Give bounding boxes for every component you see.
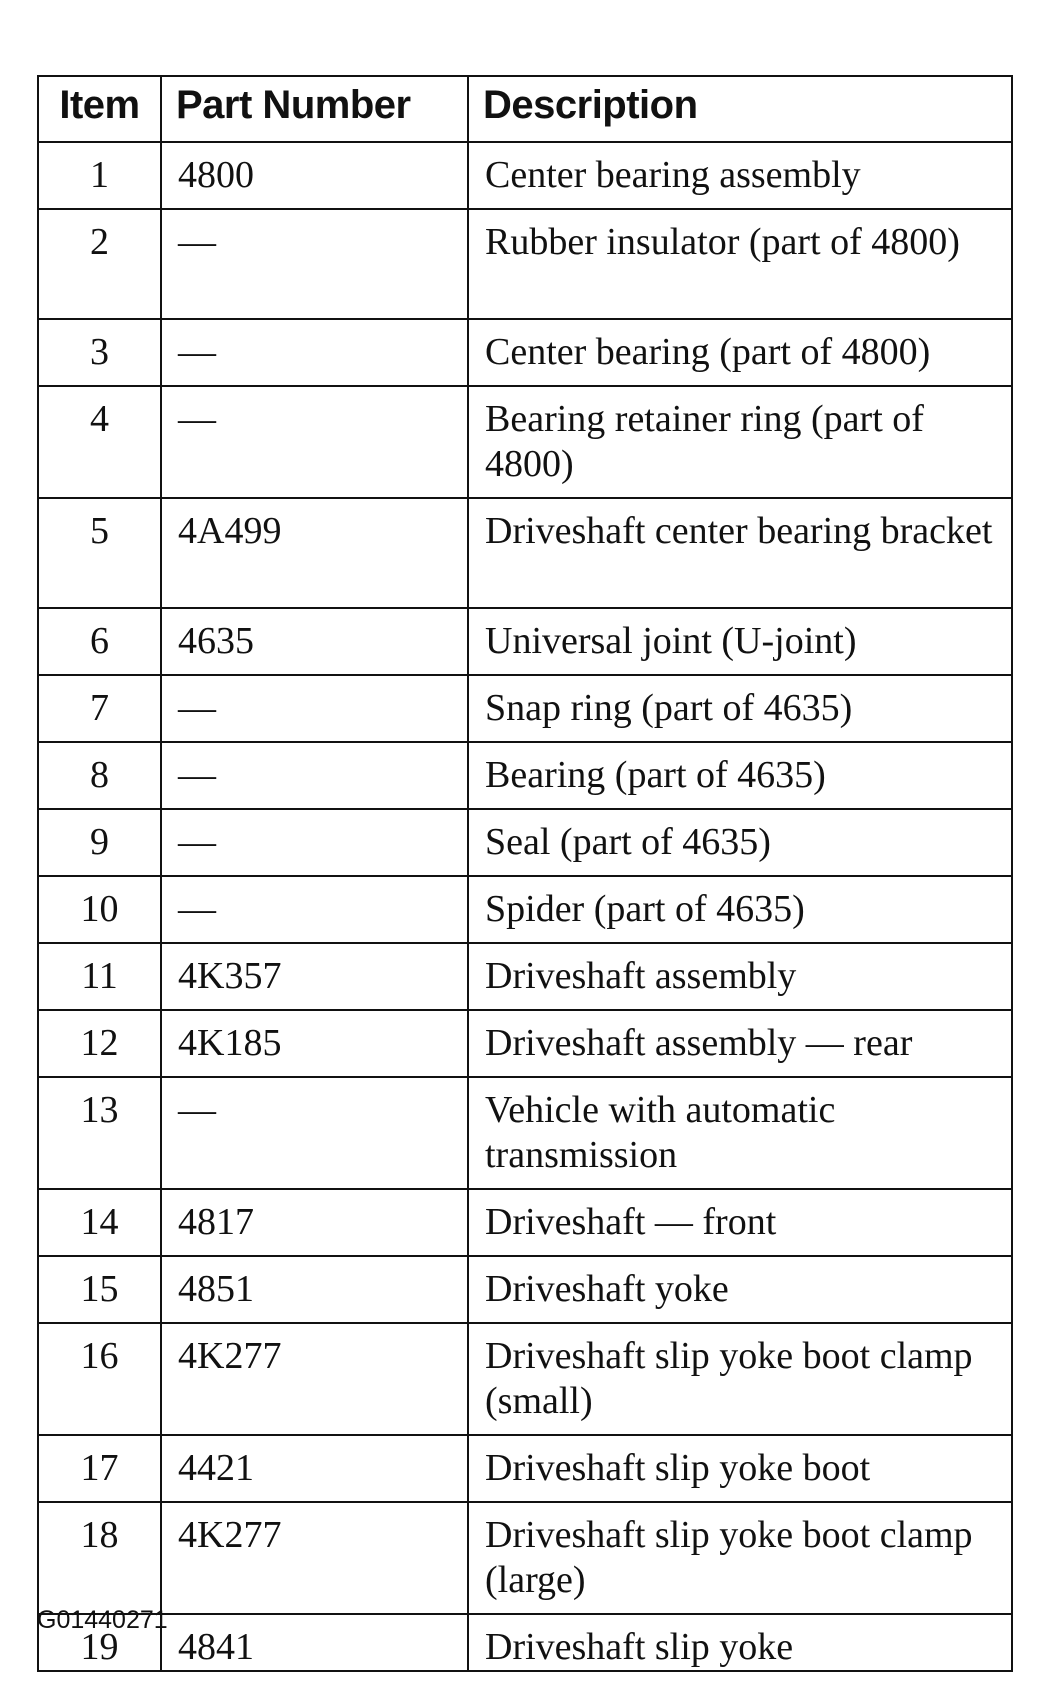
description-cell: Rubber insulator (part of 4800) <box>468 209 1012 319</box>
table-row <box>38 608 1012 675</box>
item-cell: 15 <box>38 1256 161 1323</box>
table-row <box>38 675 1012 742</box>
part-number-cell: — <box>161 386 468 498</box>
part-number-cell: — <box>161 809 468 876</box>
table-row <box>38 319 1012 386</box>
part-number-cell: 4A499 <box>161 498 468 608</box>
part-number-cell: 4800 <box>161 142 468 209</box>
item-cell: 6 <box>38 608 161 675</box>
description-cell: Bearing (part of 4635) <box>468 742 1012 809</box>
table-row <box>38 209 1012 319</box>
description-cell: Driveshaft slip yoke boot clamp (large) <box>468 1502 1012 1614</box>
description-cell: Seal (part of 4635) <box>468 809 1012 876</box>
item-cell: 4 <box>38 386 161 498</box>
item-cell: 19 <box>38 1614 161 1671</box>
item-cell: 9 <box>38 809 161 876</box>
part-number-cell: — <box>161 675 468 742</box>
description-cell: Universal joint (U-joint) <box>468 608 1012 675</box>
part-number-cell: — <box>161 319 468 386</box>
table-row <box>38 1502 1012 1614</box>
part-number-cell: 4K277 <box>161 1502 468 1614</box>
header-part-number: Part Number <box>161 76 468 142</box>
parts-table-container <box>37 75 1011 1672</box>
part-number-cell: 4851 <box>161 1256 468 1323</box>
item-cell: 2 <box>38 209 161 319</box>
part-number-cell: 4635 <box>161 608 468 675</box>
description-cell: Driveshaft assembly <box>468 943 1012 1010</box>
description-cell: Driveshaft center bearing bracket <box>468 498 1012 608</box>
part-number-cell: 4421 <box>161 1435 468 1502</box>
item-cell: 14 <box>38 1189 161 1256</box>
table-row <box>38 142 1012 209</box>
part-number-cell: 4K357 <box>161 943 468 1010</box>
description-cell: Snap ring (part of 4635) <box>468 675 1012 742</box>
table-row <box>38 1256 1012 1323</box>
item-cell: 17 <box>38 1435 161 1502</box>
item-cell: 1 <box>38 142 161 209</box>
description-cell: Center bearing (part of 4800) <box>468 319 1012 386</box>
table-header-row <box>38 76 1012 142</box>
description-cell: Vehicle with automatic transmission <box>468 1077 1012 1189</box>
item-cell: 16 <box>38 1323 161 1435</box>
table-row <box>38 742 1012 809</box>
item-cell: 13 <box>38 1077 161 1189</box>
item-cell: 18 <box>38 1502 161 1614</box>
item-cell: 10 <box>38 876 161 943</box>
part-number-cell: 4K185 <box>161 1010 468 1077</box>
table-row <box>38 1323 1012 1435</box>
description-cell: Center bearing assembly <box>468 142 1012 209</box>
item-cell: 7 <box>38 675 161 742</box>
header-item: Item <box>38 76 161 142</box>
description-cell: Driveshaft slip yoke boot <box>468 1435 1012 1502</box>
item-cell: 12 <box>38 1010 161 1077</box>
description-cell: Driveshaft — front <box>468 1189 1012 1256</box>
description-cell: Driveshaft slip yoke <box>468 1614 1012 1671</box>
part-number-cell: — <box>161 742 468 809</box>
table-row <box>38 1010 1012 1077</box>
part-number-cell: 4K277 <box>161 1323 468 1435</box>
table-row <box>38 1435 1012 1502</box>
table-row <box>38 1077 1012 1189</box>
table-row <box>38 809 1012 876</box>
description-cell: Bearing retainer ring (part of 4800) <box>468 386 1012 498</box>
item-cell: 8 <box>38 742 161 809</box>
table-row <box>38 876 1012 943</box>
item-cell: 3 <box>38 319 161 386</box>
description-cell: Driveshaft slip yoke boot clamp (small) <box>468 1323 1012 1435</box>
table-row <box>38 498 1012 608</box>
part-number-cell: 4817 <box>161 1189 468 1256</box>
header-description: Description <box>468 76 1012 142</box>
table-row <box>38 943 1012 1010</box>
table-row <box>38 1614 1012 1671</box>
table-row <box>38 386 1012 498</box>
description-cell: Driveshaft assembly — rear <box>468 1010 1012 1077</box>
part-number-cell: — <box>161 209 468 319</box>
part-number-cell: — <box>161 1077 468 1189</box>
description-cell: Driveshaft yoke <box>468 1256 1012 1323</box>
part-number-cell: 4841 <box>161 1614 468 1671</box>
part-number-cell: — <box>161 876 468 943</box>
item-cell: 11 <box>38 943 161 1010</box>
parts-table <box>37 75 1013 1672</box>
figure-id: G01440271 <box>37 1606 168 1634</box>
item-cell: 5 <box>38 498 161 608</box>
table-row <box>38 1189 1012 1256</box>
description-cell: Spider (part of 4635) <box>468 876 1012 943</box>
